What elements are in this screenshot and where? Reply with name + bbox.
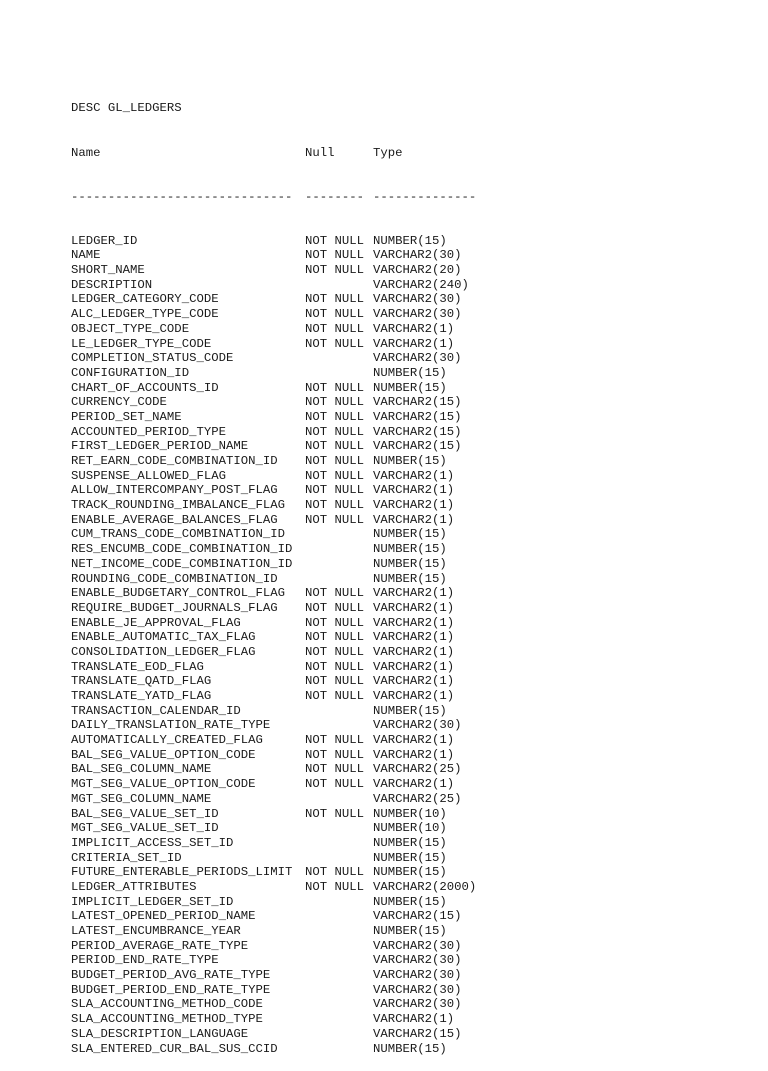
column-name: TRANSLATE_QATD_FLAG (71, 674, 212, 689)
column-type: VARCHAR2(1) (373, 644, 455, 659)
column-type: VARCHAR2(1) (373, 586, 455, 601)
column-type: VARCHAR2(15) (373, 424, 462, 439)
table-row (71, 278, 476, 293)
column-nullability: NOT NULL (305, 586, 365, 601)
column-name: IMPLICIT_LEDGER_SET_ID (71, 894, 234, 909)
table-row (71, 865, 476, 880)
column-name: LATEST_ENCUMBRANCE_YEAR (71, 924, 241, 938)
column-type: VARCHAR2(1) (373, 498, 455, 513)
table-row (71, 953, 476, 968)
column-type: VARCHAR2(15) (373, 395, 462, 410)
table-row (71, 630, 476, 645)
column-type: VARCHAR2(1) (373, 733, 455, 748)
column-type: NUMBER(15) (373, 835, 447, 850)
column-type: NUMBER(10) (373, 821, 447, 836)
column-nullability: NOT NULL (305, 762, 365, 777)
table-row (71, 307, 476, 322)
column-type: VARCHAR2(15) (373, 439, 462, 454)
column-nullability: NOT NULL (305, 248, 365, 263)
column-nullability: NOT NULL (305, 454, 365, 468)
column-nullability: NOT NULL (305, 336, 365, 351)
separator-type: -------------- (373, 189, 477, 204)
column-name: DAILY_TRANSLATION_RATE_TYPE (71, 718, 271, 733)
table-row (71, 483, 476, 498)
column-type: VARCHAR2(1) (373, 674, 455, 689)
column-nullability: NOT NULL (305, 395, 365, 410)
column-name: SHORT_NAME (71, 263, 145, 278)
column-type: VARCHAR2(30) (373, 938, 462, 953)
column-nullability: NOT NULL (305, 233, 365, 248)
column-name: CONFIGURATION_ID (71, 365, 190, 380)
column-name: SLA_ENTERED_CUR_BAL_SUS_CCID (71, 1041, 278, 1056)
table-row (71, 880, 476, 895)
column-type: NUMBER(15) (373, 924, 447, 938)
column-name: ENABLE_AUTOMATIC_TAX_FLAG (71, 630, 256, 645)
column-nullability: NOT NULL (305, 747, 365, 762)
column-type: NUMBER(15) (373, 454, 447, 468)
column-type: VARCHAR2(15) (373, 1026, 462, 1041)
table-row (71, 1012, 476, 1027)
separator-null: -------- (305, 189, 365, 204)
column-name: NET_INCOME_CODE_COMBINATION_ID (71, 556, 293, 571)
table-row (71, 924, 476, 939)
column-type: VARCHAR2(30) (373, 982, 462, 997)
table-row (71, 733, 476, 748)
column-type: VARCHAR2(1) (373, 321, 455, 336)
column-type: VARCHAR2(30) (373, 351, 462, 366)
table-row (71, 425, 476, 440)
table-row (71, 748, 476, 763)
table-row (71, 939, 476, 954)
column-name: TRANSACTION_CALENDAR_ID (71, 703, 241, 718)
column-name: COMPLETION_STATUS_CODE (71, 351, 234, 366)
table-row (71, 366, 476, 381)
column-name: ACCOUNTED_PERIOD_TYPE (71, 424, 226, 439)
column-name: LEDGER_CATEGORY_CODE (71, 292, 219, 307)
table-row (71, 292, 476, 307)
separator-row (71, 190, 476, 205)
column-name: ENABLE_JE_APPROVAL_FLAG (71, 615, 241, 630)
column-type: VARCHAR2(30) (373, 718, 462, 733)
table-row (71, 836, 476, 851)
column-nullability: NOT NULL (305, 498, 365, 513)
column-type: NUMBER(15) (373, 233, 447, 248)
column-name: ENABLE_AVERAGE_BALANCES_FLAG (71, 512, 278, 527)
table-row (71, 572, 476, 587)
column-name: TRACK_ROUNDING_IMBALANCE_FLAG (71, 498, 286, 513)
column-name: BAL_SEG_COLUMN_NAME (71, 762, 212, 777)
column-name: BAL_SEG_VALUE_OPTION_CODE (71, 747, 256, 762)
column-type: VARCHAR2(1) (373, 1012, 455, 1027)
table-row (71, 792, 476, 807)
column-type: VARCHAR2(1) (373, 483, 455, 498)
table-row (71, 660, 476, 675)
column-name: TRANSLATE_EOD_FLAG (71, 659, 204, 674)
column-type: NUMBER(15) (373, 1041, 447, 1056)
column-type: NUMBER(15) (373, 865, 447, 880)
column-type: VARCHAR2(15) (373, 909, 462, 924)
table-row (71, 851, 476, 866)
column-type: VARCHAR2(30) (373, 307, 462, 322)
column-nullability: NOT NULL (305, 321, 365, 336)
column-nullability: NOT NULL (305, 424, 365, 439)
column-type: VARCHAR2(240) (373, 277, 469, 292)
column-name: REQUIRE_BUDGET_JOURNALS_FLAG (71, 600, 278, 615)
column-list (71, 234, 476, 1057)
column-type: VARCHAR2(20) (373, 263, 462, 278)
table-row (71, 469, 476, 484)
column-nullability: NOT NULL (305, 409, 365, 424)
column-name: LE_LEDGER_TYPE_CODE (71, 336, 212, 351)
column-nullability: NOT NULL (305, 263, 365, 278)
table-row (71, 410, 476, 425)
table-row (71, 762, 476, 777)
column-name: CHART_OF_ACCOUNTS_ID (71, 380, 219, 395)
table-row (71, 454, 476, 469)
column-name: SLA_ACCOUNTING_METHOD_TYPE (71, 1012, 263, 1027)
column-nullability: NOT NULL (305, 380, 365, 395)
column-nullability: NOT NULL (305, 674, 365, 689)
column-nullability: NOT NULL (305, 733, 365, 748)
column-type: VARCHAR2(30) (373, 248, 462, 263)
column-type: VARCHAR2(1) (373, 468, 455, 483)
table-row (71, 997, 476, 1012)
column-name: ROUNDING_CODE_COMBINATION_ID (71, 571, 278, 586)
column-name: ALC_LEDGER_TYPE_CODE (71, 307, 219, 322)
table-row (71, 439, 476, 454)
column-type: NUMBER(15) (373, 556, 447, 571)
column-name: PERIOD_END_RATE_TYPE (71, 953, 219, 968)
column-name: MGT_SEG_VALUE_SET_ID (71, 821, 219, 836)
describe-output (71, 72, 476, 1071)
column-name: IMPLICIT_ACCESS_SET_ID (71, 835, 234, 850)
column-name: CONSOLIDATION_LEDGER_FLAG (71, 644, 256, 659)
column-type: VARCHAR2(1) (373, 512, 455, 527)
table-row (71, 983, 476, 998)
column-name: RES_ENCUMB_CODE_COMBINATION_ID (71, 542, 293, 557)
table-row (71, 1042, 476, 1057)
column-name: AUTOMATICALLY_CREATED_FLAG (71, 733, 263, 748)
column-type: VARCHAR2(15) (373, 409, 462, 424)
header-type: Type (373, 145, 403, 160)
column-nullability: NOT NULL (305, 865, 365, 880)
table-row (71, 895, 476, 910)
column-name: ALLOW_INTERCOMPANY_POST_FLAG (71, 483, 278, 498)
table-row (71, 586, 476, 601)
table-row (71, 645, 476, 660)
column-type: VARCHAR2(1) (373, 600, 455, 615)
column-type: VARCHAR2(30) (373, 968, 462, 983)
separator-name: ------------------------------ (71, 189, 293, 204)
column-name: CUM_TRANS_CODE_COMBINATION_ID (71, 527, 286, 542)
column-name: SLA_ACCOUNTING_METHOD_CODE (71, 997, 263, 1012)
column-type: NUMBER(15) (373, 365, 447, 380)
column-nullability: NOT NULL (305, 659, 365, 674)
column-name: ENABLE_BUDGETARY_CONTROL_FLAG (71, 586, 286, 601)
column-type: NUMBER(10) (373, 806, 447, 821)
column-name: CRITERIA_SET_ID (71, 850, 182, 865)
column-name: BUDGET_PERIOD_AVG_RATE_TYPE (71, 968, 271, 983)
column-nullability: NOT NULL (305, 879, 365, 894)
header-null: Null (305, 145, 335, 160)
column-name: FIRST_LEDGER_PERIOD_NAME (71, 439, 249, 454)
column-type: VARCHAR2(30) (373, 292, 462, 307)
table-row (71, 616, 476, 631)
column-name: MGT_SEG_VALUE_OPTION_CODE (71, 777, 256, 792)
desc-command: DESC GL_LEDGERS (71, 101, 182, 116)
column-type: VARCHAR2(1) (373, 615, 455, 630)
column-type: NUMBER(15) (373, 571, 447, 586)
column-type: NUMBER(15) (373, 380, 447, 395)
column-nullability: NOT NULL (305, 307, 365, 322)
column-type: VARCHAR2(25) (373, 791, 462, 806)
column-name: CURRENCY_CODE (71, 395, 167, 410)
column-type: VARCHAR2(1) (373, 336, 455, 351)
table-row (71, 527, 476, 542)
column-name: SUSPENSE_ALLOWED_FLAG (71, 468, 226, 483)
table-row (71, 821, 476, 836)
column-type: VARCHAR2(1) (373, 747, 455, 762)
table-row (71, 1027, 476, 1042)
column-nullability: NOT NULL (305, 689, 365, 703)
column-type: VARCHAR2(1) (373, 630, 455, 645)
table-row (71, 234, 476, 249)
table-row (71, 807, 476, 822)
table-row (71, 718, 476, 733)
column-name: BAL_SEG_VALUE_SET_ID (71, 806, 219, 821)
column-nullability: NOT NULL (305, 615, 365, 630)
column-type: VARCHAR2(30) (373, 953, 462, 968)
table-row (71, 777, 476, 792)
column-type: NUMBER(15) (373, 527, 447, 542)
header-name: Name (71, 145, 101, 160)
table-row (71, 601, 476, 616)
table-row (71, 337, 476, 352)
column-type: NUMBER(15) (373, 703, 447, 718)
column-type: VARCHAR2(2000) (373, 879, 477, 894)
column-nullability: NOT NULL (305, 512, 365, 527)
column-nullability: NOT NULL (305, 483, 365, 498)
column-type: NUMBER(15) (373, 542, 447, 557)
table-row (71, 557, 476, 572)
column-name: BUDGET_PERIOD_END_RATE_TYPE (71, 982, 271, 997)
column-name: LEDGER_ATTRIBUTES (71, 879, 197, 894)
column-nullability: NOT NULL (305, 777, 365, 792)
column-name: OBJECT_TYPE_CODE (71, 321, 190, 336)
column-name: TRANSLATE_YATD_FLAG (71, 689, 212, 703)
table-row (71, 381, 476, 396)
table-row (71, 704, 476, 719)
column-name: LEDGER_ID (71, 233, 138, 248)
column-type: VARCHAR2(1) (373, 777, 455, 792)
column-header-row (71, 146, 476, 161)
table-row (71, 248, 476, 263)
column-name: PERIOD_AVERAGE_RATE_TYPE (71, 938, 249, 953)
column-name: SLA_DESCRIPTION_LANGUAGE (71, 1026, 249, 1041)
column-type: VARCHAR2(25) (373, 762, 462, 777)
column-name: LATEST_OPENED_PERIOD_NAME (71, 909, 256, 924)
table-row (71, 513, 476, 528)
table-row (71, 351, 476, 366)
table-row (71, 689, 476, 704)
table-row (71, 909, 476, 924)
table-row (71, 542, 476, 557)
table-row (71, 263, 476, 278)
table-row (71, 498, 476, 513)
table-row (71, 674, 476, 689)
column-name: DESCRIPTION (71, 277, 153, 292)
column-nullability: NOT NULL (305, 439, 365, 454)
column-nullability: NOT NULL (305, 630, 365, 645)
column-type: NUMBER(15) (373, 850, 447, 865)
column-type: VARCHAR2(30) (373, 997, 462, 1012)
column-type: VARCHAR2(1) (373, 659, 455, 674)
column-name: RET_EARN_CODE_COMBINATION_ID (71, 454, 278, 468)
table-row (71, 968, 476, 983)
column-nullability: NOT NULL (305, 468, 365, 483)
column-nullability: NOT NULL (305, 600, 365, 615)
column-name: PERIOD_SET_NAME (71, 409, 182, 424)
column-nullability: NOT NULL (305, 292, 365, 307)
table-row (71, 395, 476, 410)
column-type: VARCHAR2(1) (373, 689, 455, 703)
column-name: FUTURE_ENTERABLE_PERIODS_LIMIT (71, 865, 293, 880)
column-type: NUMBER(15) (373, 894, 447, 909)
column-nullability: NOT NULL (305, 806, 365, 821)
table-row (71, 322, 476, 337)
column-nullability: NOT NULL (305, 644, 365, 659)
column-name: NAME (71, 248, 101, 263)
column-name: MGT_SEG_COLUMN_NAME (71, 791, 212, 806)
